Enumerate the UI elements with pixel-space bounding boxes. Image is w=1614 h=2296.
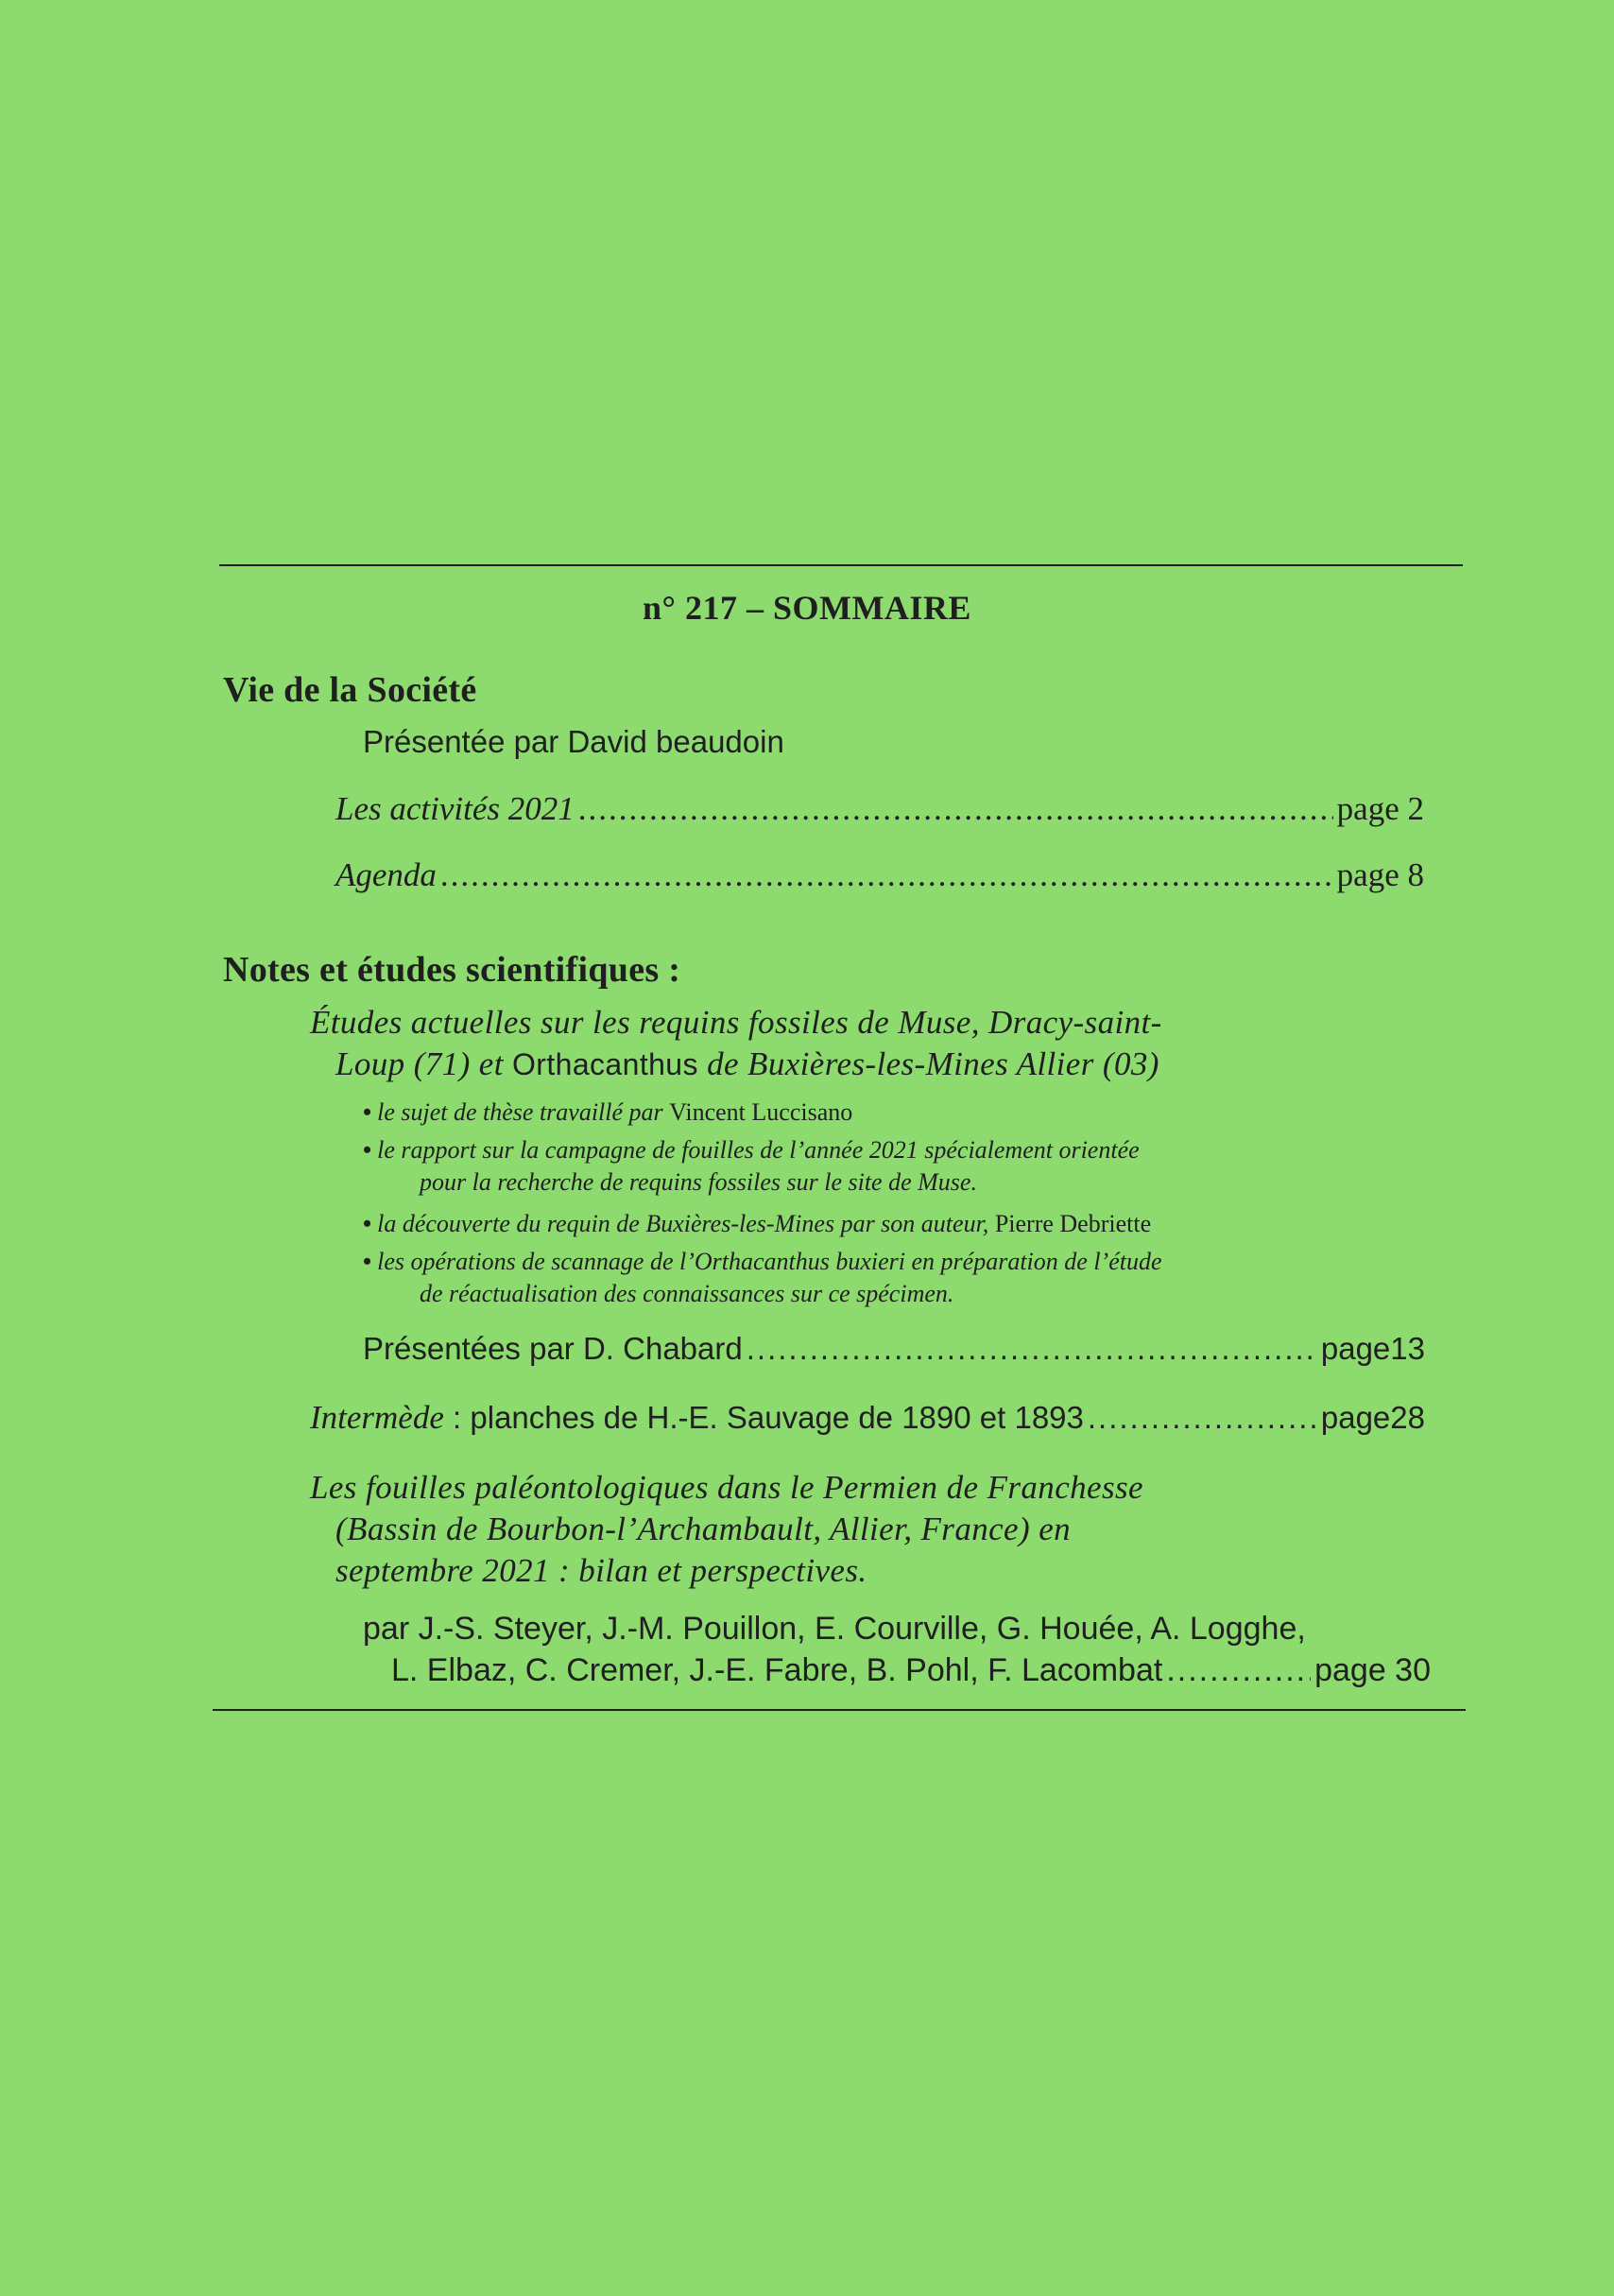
toc-entry-page: page28 — [1320, 1400, 1425, 1435]
page-title: n° 217 – SOMMAIRE — [643, 589, 971, 627]
bullet-icon: • — [363, 1248, 372, 1275]
section-title-vie-societe: Vie de la Société — [223, 670, 477, 710]
section1-presenter: Présentée par David beaudoin — [363, 724, 784, 759]
leader-dots — [747, 1331, 1317, 1367]
article3-title-line3: septembre 2021 : bilan et perspectives. — [335, 1552, 867, 1589]
toc-entry-activites[interactable] — [335, 790, 1424, 828]
toc-entry-label: Intermède : planches de H.-E. Sauvage de 1890 et 1893 — [310, 1399, 1084, 1436]
toc-entry-label: Les activités 2021 — [335, 790, 575, 827]
toc-entry-page: page 30 — [1314, 1652, 1431, 1688]
toc-entry-label: Agenda — [335, 856, 437, 893]
bullet-icon: • — [363, 1098, 372, 1126]
toc-entry-franchesse[interactable] — [391, 1652, 1431, 1689]
article1-title-part-c: de Buxières-les-Mines Allier (03) — [697, 1045, 1159, 1082]
toc-entry-requins[interactable] — [363, 1331, 1425, 1367]
article1-title-line2 — [335, 1045, 1159, 1083]
bullet-icon: • — [363, 1136, 372, 1164]
bottom-divider — [213, 1709, 1466, 1711]
bullet-continuation: de réactualisation des connaissances sur ce spécimen. — [420, 1280, 954, 1307]
leader-dots — [578, 790, 1333, 828]
article3-authors-line1: par J.-S. Steyer, J.-M. Pouillon, E. Courville, G. Houée, A. Logghe, — [363, 1611, 1306, 1647]
article3-title-line1: Les fouilles paléontologiques dans le Permien de Franchesse — [310, 1469, 1143, 1506]
bullet-icon: • — [363, 1210, 372, 1237]
leader-dots — [440, 856, 1333, 894]
leader-dots — [1088, 1400, 1317, 1436]
toc-entry-label: Présentées par D. Chabard — [363, 1331, 743, 1366]
bullet-item: • le sujet de thèse travaillé par Vincent Luccisano — [363, 1098, 853, 1126]
toc-entry-page: page 8 — [1336, 856, 1424, 893]
top-divider — [219, 564, 1463, 566]
leader-dots — [1166, 1652, 1311, 1689]
bullet-item: • le rapport sur la campagne de fouilles de l’année 2021 spécialement orientée — [363, 1136, 1140, 1164]
bullet-item: • la découverte du requin de Buxières-les-Mines par son auteur, Pierre Debriette — [363, 1210, 1152, 1237]
genus-name: Orthacanthus — [512, 1047, 698, 1081]
bullet-item: • les opérations de scannage de l’Orthacanthus buxieri en préparation de l’étude — [363, 1248, 1162, 1275]
article3-title-line2: (Bassin de Bourbon-l’Archambault, Allier, France) en — [335, 1511, 1072, 1547]
toc-entry-label: L. Elbaz, C. Cremer, J.-E. Fabre, B. Pohl, F. Lacombat — [391, 1652, 1163, 1688]
section-title-notes-etudes: Notes et études scientifiques : — [223, 950, 681, 990]
toc-entry-page: page 2 — [1336, 790, 1424, 827]
toc-entry-agenda[interactable] — [335, 856, 1424, 894]
bullet-continuation: pour la recherche de requins fossiles sur le site de Muse. — [420, 1168, 977, 1196]
article1-title-line1: Études actuelles sur les requins fossiles de Muse, Dracy-saint- — [310, 1004, 1162, 1041]
toc-entry-intermede[interactable] — [310, 1399, 1425, 1437]
article1-title-part-a: Loup (71) et — [335, 1045, 512, 1082]
toc-entry-page: page13 — [1320, 1331, 1425, 1366]
